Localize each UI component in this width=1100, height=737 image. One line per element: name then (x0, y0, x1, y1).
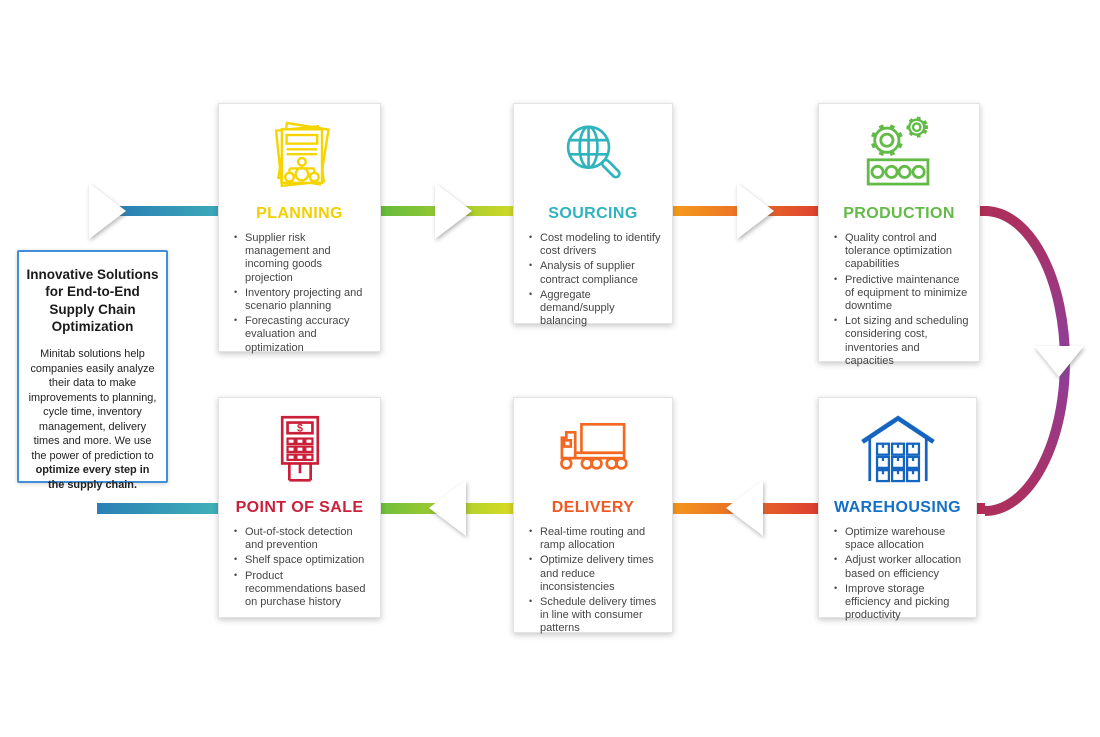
intro-box (17, 250, 168, 491)
bullet-item: • Optimize delivery times and reduce inconsistencies (540, 554, 664, 594)
bullet-item: • Quality control and tolerance optimization capabilities (845, 232, 971, 272)
intro-body-regular: Minitab solutions help companies easily analyze their data to make improvements to planning, cycle time, inventory management, delivery times and more. We use the power of prediction to (28, 348, 157, 462)
svg-text:$: $ (296, 422, 303, 435)
gears-machine-icon (819, 113, 979, 201)
intro-body-bold: optimize every step in the supply chain. (35, 464, 150, 491)
card-bullets-planning (219, 232, 380, 355)
intro-title: Innovative Solutions for End-to-End Supply Chain Optimization (26, 267, 159, 334)
card-planning (218, 103, 381, 352)
cash-register-icon (219, 407, 380, 495)
bullet-item: • Inventory projecting and scenario planning (245, 287, 372, 313)
bullet-item: • Supplier risk management and incoming goods projection (245, 232, 372, 285)
card-title-planning: PLANNING (256, 205, 343, 222)
globe-magnifier-icon (514, 113, 672, 201)
card-title-point-of-sale: POINT OF SALE (235, 499, 364, 516)
bullet-item: • Out-of-stock detection and prevention (245, 526, 372, 552)
flow-arrow-left-1 (726, 480, 763, 536)
bullet-item: • Real-time routing and ramp allocation (540, 526, 664, 552)
intro-body (26, 347, 159, 492)
card-bullets-warehousing (819, 526, 976, 622)
card-bullets-sourcing (514, 232, 672, 328)
bullet-item: • Optimize warehouse space allocation (845, 526, 968, 552)
card-delivery (513, 397, 673, 633)
card-point-of-sale (218, 397, 381, 618)
delivery-truck-icon (514, 407, 672, 495)
bullet-item: • Forecasting accuracy evaluation and optimization (245, 315, 372, 355)
warehouse-boxes-icon (819, 407, 976, 495)
card-sourcing (513, 103, 673, 328)
card-bullets-delivery (514, 526, 672, 636)
card-title-warehousing: WAREHOUSING (833, 499, 962, 516)
bullet-item: • Product recommendations based on purchase history (245, 570, 372, 610)
card-title-production: PRODUCTION (843, 205, 955, 222)
flow-arrow-left-2 (429, 480, 466, 536)
bullet-item: • Adjust worker allocation based on efficiency (845, 554, 968, 580)
card-bullets-point-of-sale (219, 526, 380, 609)
bullet-item: • Schedule delivery times in line with consumer patterns (540, 596, 664, 636)
card-bullets-production (819, 232, 979, 368)
flow-arrow-right-1 (89, 183, 126, 239)
card-production (818, 103, 980, 367)
bullet-item: • Lot sizing and scheduling considering cost, inventories and capacities (845, 315, 971, 368)
card-warehousing (818, 397, 977, 622)
bullet-item: • Predictive maintenance of equipment to minimize downtime (845, 274, 971, 314)
card-title-sourcing: SOURCING (548, 205, 638, 222)
bullet-item: • Analysis of supplier contract compliance (540, 260, 664, 286)
bullet-item: • Aggregate demand/supply balancing (540, 289, 664, 329)
card-title-delivery: DELIVERY (551, 499, 635, 516)
documents-chart-icon (219, 113, 380, 201)
flow-arrow-right-3 (737, 183, 774, 239)
bullet-item: • Cost modeling to identify cost drivers (540, 232, 664, 258)
flow-arrow-down (1034, 346, 1084, 377)
bullet-item: • Shelf space optimization (245, 554, 372, 567)
bullet-item: • Improve storage efficiency and picking productivity (845, 583, 968, 623)
flow-arrow-right-2 (435, 183, 472, 239)
